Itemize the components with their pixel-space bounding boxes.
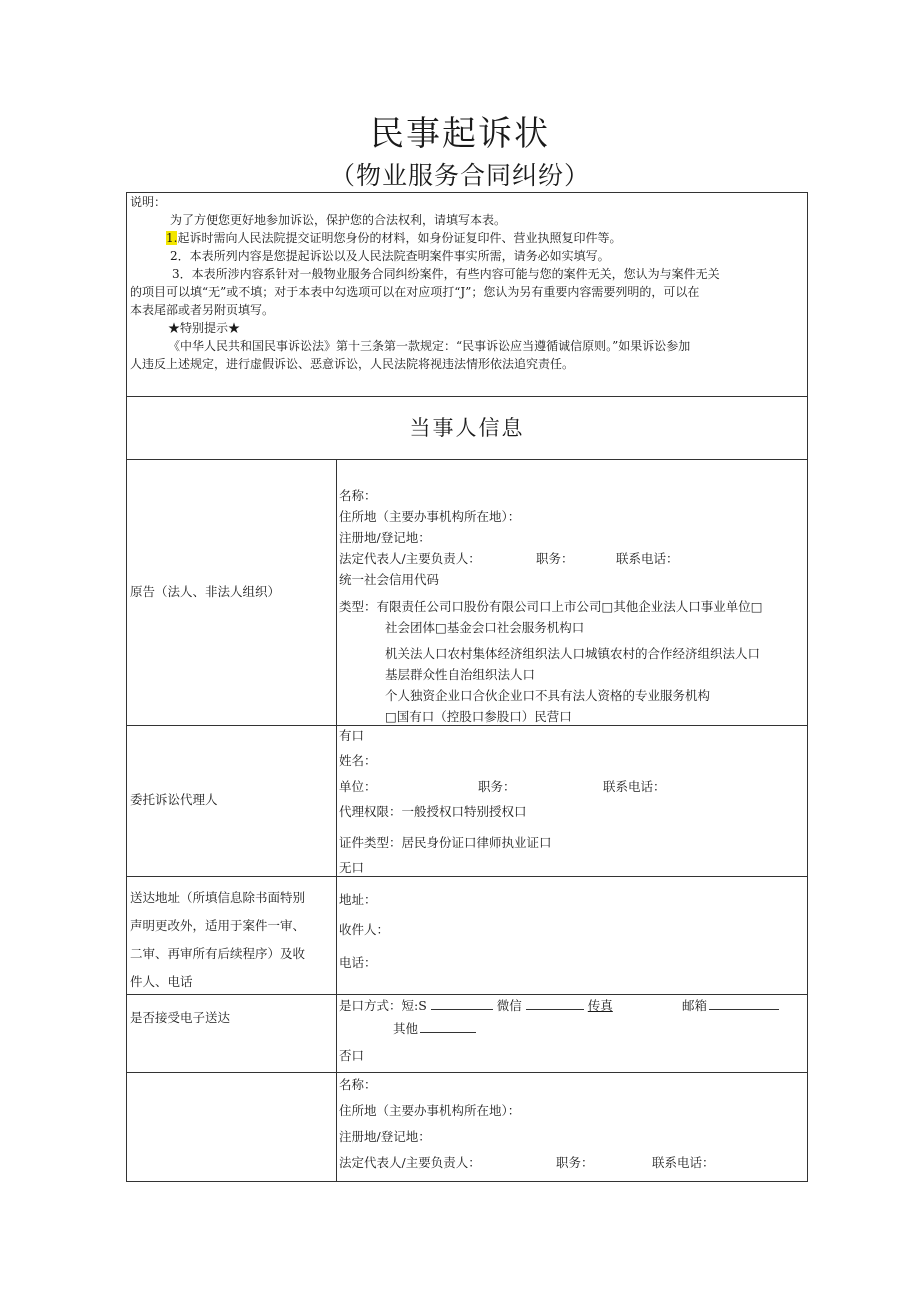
- agent-phone-field[interactable]: 联系电话：: [603, 779, 666, 794]
- other-option[interactable]: [393, 1020, 476, 1037]
- notes-item-3-line2: 的项目可以填“无”或不填；对于本表中勾选项可以在对应项打“J”；您认为另有重要内容需要列明的，可以在: [130, 285, 700, 299]
- email-label: 邮箱: [682, 998, 708, 1013]
- document-title: 民事起诉状: [370, 114, 550, 154]
- defendant-name-field[interactable]: 名称：: [339, 1077, 377, 1092]
- wechat-label: 微信: [496, 998, 522, 1013]
- recipient-field[interactable]: 收件人：: [339, 922, 390, 937]
- address-label-line4: 件人、电话: [130, 974, 193, 989]
- column-divider: [336, 459, 337, 1182]
- sms-blank[interactable]: [431, 997, 493, 1010]
- agent-unit-field[interactable]: 单位：: [339, 779, 377, 794]
- email-option[interactable]: [682, 997, 779, 1014]
- recipient-phone-field[interactable]: 电话：: [339, 955, 377, 970]
- notes-item-3-line1: 3．本表所涉内容系针对一般物业服务合同纠纷案件，有些内容可能与您的案件无关，您认为与案件无关: [172, 267, 720, 281]
- agent-has-checkbox[interactable]: 有口: [339, 728, 365, 743]
- rule-plaintiff-bottom: [126, 725, 808, 726]
- rule-notes-bottom: [126, 396, 808, 397]
- agent-position-field[interactable]: 职务：: [478, 779, 516, 794]
- electronic-no-checkbox[interactable]: 否口: [339, 1048, 365, 1063]
- notes-item-3-line3: 本表尾部或者另附页填写。: [130, 303, 275, 317]
- plaintiff-rep-field[interactable]: 法定代表人/主要负责人：: [339, 551, 481, 566]
- agent-name-field[interactable]: 姓名：: [339, 753, 377, 768]
- rule-agent-bottom: [126, 876, 808, 877]
- special-notice-line1: 《中华人民共和国民事诉讼法》第十三条第一款规定：“民事诉讼应当遵循诚信原则。”如果诉讼参加: [168, 339, 691, 353]
- plaintiff-type-line2[interactable]: 社会团体□基金会口社会服务机构口: [385, 620, 585, 635]
- rule-electronic-bottom: [126, 1072, 808, 1073]
- defendant-rep-field[interactable]: 法定代表人/主要负责人：: [339, 1155, 481, 1170]
- rule-address-bottom: [126, 994, 808, 995]
- plaintiff-type-line4[interactable]: 基层群众性自治组织法人口: [385, 667, 536, 682]
- plaintiff-type-line1[interactable]: 类型：有限责任公司口股份有限公司口上市公司□其他企业法人口事业单位□: [339, 599, 763, 614]
- defendant-registration-field[interactable]: 注册地/登记地：: [339, 1129, 431, 1144]
- notes-heading: 说明：: [130, 195, 167, 209]
- special-notice-heading: ★特别提示★: [168, 321, 241, 335]
- agent-authority-options[interactable]: 代理权限：一般授权口特别授权口: [339, 804, 527, 819]
- other-label: 其他: [393, 1021, 419, 1036]
- plaintiff-type-line3[interactable]: 机关法人口农村集体经济组织法人口城镇农村的合作经济组织法人口: [385, 646, 761, 661]
- address-label-line3: 二审、再审所有后续程序）及收: [130, 946, 306, 961]
- other-blank[interactable]: [420, 1020, 476, 1033]
- defendant-residence-field[interactable]: 住所地（主要办事机构所在地）：: [339, 1103, 521, 1118]
- wechat-blank[interactable]: [526, 997, 584, 1010]
- agent-id-type-options[interactable]: 证件类型：居民身份证口律师执业证口: [339, 835, 552, 850]
- plaintiff-position-field[interactable]: 职务：: [536, 551, 574, 566]
- plaintiff-registration-field[interactable]: 注册地/登记地：: [339, 530, 431, 545]
- document-subtitle: （物业服务合同纠纷）: [329, 161, 590, 190]
- electronic-yes-methods[interactable]: [339, 997, 613, 1014]
- special-notice-line2: 人违反上述规定，进行虚假诉讼、恶意诉讼，人民法院将视违法情形依法追究责任。: [130, 357, 575, 371]
- electronic-label: 是否接受电子送达: [130, 1010, 231, 1025]
- address-label-line2: 声明更改外，适用于案件一审、: [130, 918, 306, 933]
- electronic-yes-checkbox[interactable]: 是口方式：短:S: [339, 998, 427, 1013]
- plaintiff-type-line5[interactable]: 个人独资企业口合伙企业口不具有法人资格的专业服务机构: [385, 688, 711, 703]
- fax-label: 传真: [587, 998, 613, 1013]
- highlight-marker: 1.: [166, 231, 178, 245]
- plaintiff-credit-code-field[interactable]: 统一社会信用代码: [339, 572, 440, 587]
- defendant-phone-field[interactable]: 联系电话：: [652, 1155, 715, 1170]
- agent-label: 委托诉讼代理人: [130, 792, 218, 807]
- agent-none-checkbox[interactable]: 无口: [339, 860, 365, 875]
- address-label-line1: 送达地址（所填信息除书面特别: [130, 890, 306, 905]
- plaintiff-type-line6[interactable]: □国有口（控股口参股口）民营口: [385, 709, 572, 724]
- plaintiff-phone-field[interactable]: 联系电话：: [616, 551, 679, 566]
- section-title: 当事人信息: [409, 416, 525, 440]
- notes-item-1: [166, 230, 621, 246]
- notes-item-2: 2．本表所列内容是您提起诉讼以及人民法院查明案件事实所需，请务必如实填写。: [170, 249, 610, 263]
- notes-item-1-text: 起诉时需向人民法院提交证明您身份的材料，如身份证复印件、营业执照复印件等。: [177, 231, 622, 245]
- address-field[interactable]: 地址：: [339, 892, 377, 907]
- plaintiff-label: 原告（法人、非法人组织）: [130, 584, 281, 599]
- notes-intro: 为了方便您更好地参加诉讼，保护您的合法权利，请填写本表。: [170, 213, 507, 227]
- plaintiff-name-field[interactable]: 名称：: [339, 488, 377, 503]
- email-blank[interactable]: [709, 997, 779, 1010]
- rule-section-bottom: [126, 459, 808, 460]
- plaintiff-residence-field[interactable]: 住所地（主要办事机构所在地）：: [339, 509, 521, 524]
- defendant-position-field[interactable]: 职务：: [556, 1155, 594, 1170]
